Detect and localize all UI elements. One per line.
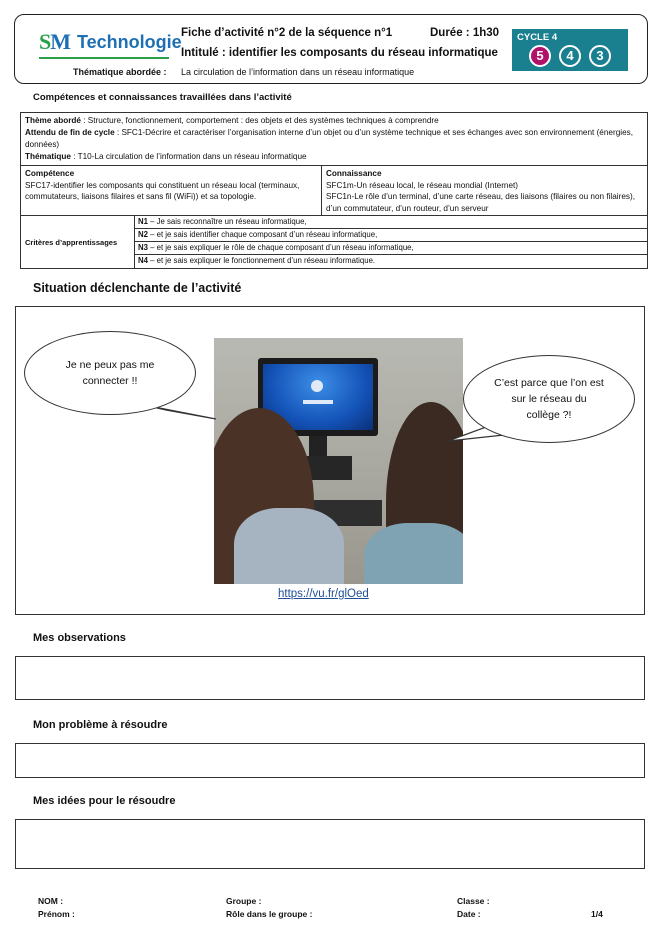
critere-text: – et je sais expliquer le fonctionnement d’un réseau informatique. (147, 256, 376, 265)
attendu-row-label: Attendu de fin de cycle (25, 128, 115, 137)
connaissance-line-2: SFC1n-Le rôle d’un terminal, d’une carte réseau, des liaisons (filaires ou non filaires), d’un commutateur, d’un routeur, d’un serveur (326, 192, 636, 213)
situation-box (15, 306, 645, 615)
thematique-row-label: Thématique (25, 152, 71, 161)
critere-code: N1 (138, 217, 148, 226)
speech-bubble-right: C’est parce que l’on est sur le réseau du collège ?! (463, 355, 635, 443)
theme-value: La circulation de l’information dans un réseau informatique (181, 67, 415, 77)
activity-sheet-title: Fiche d’activité n°2 de la séquence n°1 (181, 27, 393, 39)
logo-mark: SM (39, 29, 71, 54)
footer-date: Date : (457, 909, 481, 919)
competences-title: Compétences et connaissances travaillées dans l’activité (33, 92, 292, 103)
thematique-row (25, 151, 643, 163)
probleme-title: Mon problème à résoudre (33, 719, 168, 731)
situation-photo (214, 338, 463, 584)
footer-groupe: Groupe : (226, 896, 262, 906)
footer-prenom: Prénom : (38, 909, 75, 919)
critere-item (135, 255, 647, 268)
theme-row (25, 115, 643, 127)
critere-item (135, 229, 647, 242)
critere-code: N2 (138, 230, 148, 239)
criteres-label: Critères d’apprentissages (21, 216, 135, 268)
critere-item (135, 242, 647, 255)
attendu-row-text: : SFC1-Décrire et caractériser l’organisation interne d’un objet ou d’un système technique et ses échanges avec son environnement (énergies, données) (25, 128, 633, 149)
connaissance-line-1: SFC1m-Un réseau local, le réseau mondial (Internet) (326, 180, 519, 190)
logo-text: Technologie (77, 32, 182, 52)
attendu-row (25, 127, 643, 151)
speech-bubble-left: Je ne peux pas me connecter !! (24, 331, 196, 415)
duration: Durée : 1h30 (430, 27, 500, 39)
student-right-shirt (364, 523, 463, 584)
user-avatar-icon (311, 380, 323, 392)
table-row-general (21, 113, 647, 166)
idees-title: Mes idées pour le résoudre (33, 795, 176, 807)
critere-text: – et je sais expliquer le rôle de chaque composant d’un réseau informatique, (147, 243, 414, 252)
probleme-field[interactable] (15, 743, 645, 778)
cycle-label: CYCLE 4 (517, 32, 558, 43)
competence-cell (21, 166, 322, 215)
critere-text: – Je sais reconnaître un réseau informatique, (147, 217, 307, 226)
critere-text: – et je sais identifier chaque composant d’un réseau informatique, (147, 230, 378, 239)
footer-classe: Classe : (457, 896, 490, 906)
cycle-level-5: 5 (529, 45, 551, 67)
monitor-stand (309, 436, 327, 458)
idees-field[interactable] (15, 819, 645, 869)
student-left-shirt (234, 508, 344, 584)
logo-underline (39, 57, 169, 59)
observations-title: Mes observations (33, 632, 126, 644)
video-link[interactable]: https://vu.fr/glOed (278, 588, 369, 600)
critere-code: N4 (138, 256, 148, 265)
cycle-level-3: 3 (589, 45, 611, 67)
activity-title: Intitulé : identifier les composants du réseau informatique (181, 47, 498, 59)
table-row-criteres (21, 216, 647, 268)
cycle-badge (512, 29, 628, 71)
page-header (14, 14, 648, 84)
table-row-competence (21, 166, 647, 216)
footer-nom: NOM : (38, 896, 64, 906)
theme-row-text: : Structure, fonctionnement, comportement : des objets et des systèmes techniques à comprendre (80, 116, 439, 125)
competences-table (20, 112, 648, 269)
password-field-graphic (303, 400, 333, 404)
critere-code: N3 (138, 243, 148, 252)
footer-role: Rôle dans le groupe : (226, 909, 313, 919)
competence-text: SFC17-identifier les composants qui constituent un réseau local (terminaux, commutateurs, liaisons filaires et sans fil (WiFi)) et sa topologie. (25, 180, 300, 201)
site-logo (39, 25, 182, 65)
situation-title: Situation déclenchante de l’activité (33, 281, 242, 295)
criteres-list (135, 216, 647, 268)
theme-label: Thématique abordée : (73, 67, 167, 77)
connaissance-cell (322, 166, 647, 215)
connaissance-label: Connaissance (326, 169, 382, 178)
critere-item (135, 216, 647, 229)
thematique-row-text: : T10-La circulation de l’information dans un réseau informatique (70, 152, 307, 161)
observations-field[interactable] (15, 656, 645, 700)
cycle-level-4: 4 (559, 45, 581, 67)
page-number: 1/4 (591, 909, 603, 919)
theme-row-label: Thème abordé (25, 116, 81, 125)
competence-label: Compétence (25, 169, 75, 178)
